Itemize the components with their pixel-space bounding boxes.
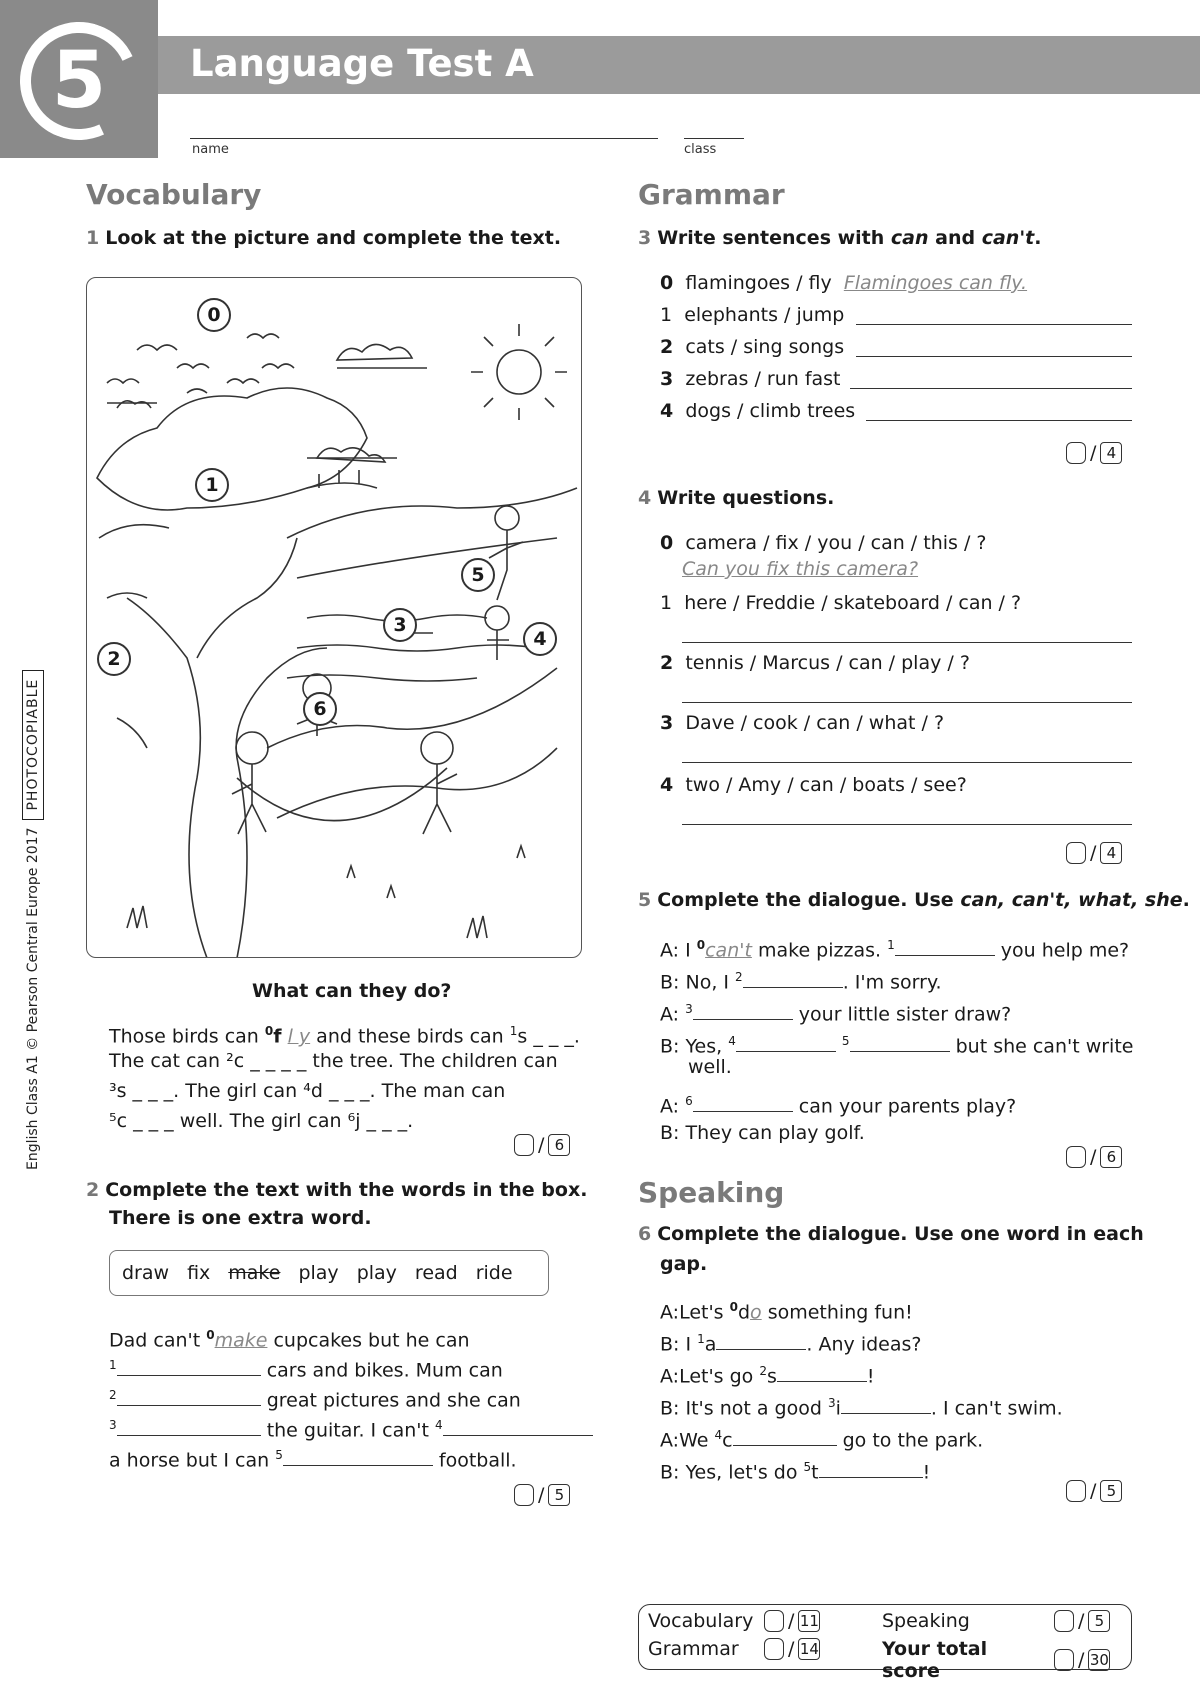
name-label: name — [192, 142, 229, 157]
task6-gap-5[interactable] — [819, 1458, 923, 1478]
task5-line-4: B: Yes, $^4$ $^5$ but she can't write — [660, 1034, 1134, 1058]
grammar-total: Grammar / 14 — [648, 1638, 819, 1660]
task1-gap-1[interactable]: s _ _ _. — [517, 1025, 580, 1048]
task3-answer-4[interactable] — [866, 420, 1132, 421]
park-illustration — [87, 278, 582, 958]
task4-item-2: 2 tennis / Marcus / can / play / ? — [660, 652, 970, 674]
task3-item-4: 4 dogs / climb trees — [660, 400, 856, 422]
task5-gap-1[interactable] — [895, 936, 995, 956]
class-label: class — [684, 142, 717, 157]
name-field[interactable] — [190, 138, 658, 139]
task4-answer-4[interactable] — [682, 824, 1132, 825]
task5-score: / 6 — [1066, 1146, 1122, 1168]
task3-answer-2[interactable] — [856, 356, 1132, 357]
picture-marker-2: 2 — [97, 642, 131, 676]
task4-answer-1[interactable] — [682, 642, 1132, 643]
vocabulary-total: Vocabulary / 11 — [648, 1610, 819, 1632]
score-input[interactable] — [764, 1638, 784, 1660]
task4-item-1: 1 here / Freddie / skateboard / can / ? — [660, 592, 1022, 614]
task5-line-2: B: No, I $^2$ . I'm sorry. — [660, 970, 942, 994]
task6-instruction: 6 Complete the dialogue. Use one word in each — [638, 1223, 1144, 1245]
score-input[interactable] — [1066, 842, 1086, 864]
task3-score: / 4 — [1066, 442, 1122, 464]
word-ride: ride — [475, 1262, 513, 1284]
picture-marker-0: 0 — [197, 298, 231, 332]
score-input[interactable] — [1054, 1610, 1074, 1632]
grammar-heading: Grammar — [638, 178, 785, 211]
copyright-text: English Class A1 © Pearson Central Europe 2017 — [25, 827, 41, 1170]
task6-line-6: B: Yes, let's do $^5$t ! — [660, 1460, 931, 1484]
task3-answer-3[interactable] — [850, 388, 1132, 389]
task6-line-1: A:Let's $^0$do something fun! — [660, 1300, 913, 1324]
score-input[interactable] — [514, 1134, 534, 1156]
picture-marker-1: 1 — [195, 468, 229, 502]
score-input[interactable] — [1066, 1480, 1086, 1502]
speaking-heading: Speaking — [638, 1176, 785, 1209]
task1-line-3: ³s _ _ _. The girl can ⁴d _ _ _. The man can — [109, 1080, 506, 1102]
task3-item-2: 2 cats / sing songs — [660, 336, 845, 358]
unit-number: 5 — [51, 36, 107, 126]
task5-gap-4[interactable] — [736, 1032, 836, 1052]
task4-item-0: 0 camera / fix / you / can / this / ? — [660, 532, 987, 554]
speaking-total: Speaking / 5 — [882, 1610, 1110, 1632]
task6-line-2: B: I $^1$a . Any ideas? — [660, 1332, 922, 1356]
word-box — [109, 1250, 549, 1296]
task6-line-5: A:We $^4$c go to the park. — [660, 1428, 984, 1452]
score-input[interactable] — [764, 1610, 784, 1632]
task1-line-4: ⁵c _ _ _ well. The girl can ⁶j _ _ _. — [109, 1110, 414, 1132]
task2-line-2: $^1$ cars and bikes. Mum can — [109, 1358, 503, 1382]
word-read: read — [414, 1262, 458, 1284]
task1-line-1: Those birds can $^0$f l y and these birds can $^1$s _ _ _. — [109, 1024, 580, 1048]
task3-instruction: 3 Write sentences with can and can't. — [638, 227, 1042, 249]
task4-answer-3[interactable] — [682, 762, 1132, 763]
park-picture — [86, 277, 582, 958]
task5-line-3: A: $^3$ your little sister draw? — [660, 1002, 1012, 1026]
task4-instruction: 4 Write questions. — [638, 487, 835, 509]
task6-gap-3[interactable] — [841, 1394, 931, 1414]
task5-line-7: B: They can play golf. — [660, 1122, 865, 1144]
picture-marker-5: 5 — [461, 558, 495, 592]
score-input[interactable] — [1054, 1649, 1074, 1671]
task4-example-answer: Can you fix this camera? — [682, 558, 919, 580]
task3-item-3: 3 zebras / run fast — [660, 368, 841, 390]
task1-score: / 6 — [514, 1134, 570, 1156]
task4-item-3: 3 Dave / cook / can / what / ? — [660, 712, 945, 734]
task2-gap-5[interactable] — [283, 1446, 433, 1466]
word-draw: draw — [122, 1262, 170, 1284]
task6-gap-1[interactable] — [716, 1330, 806, 1350]
task3-item-0: 0 flamingoes / fly Flamingoes can fly. — [660, 272, 1028, 294]
picture-marker-6: 6 — [303, 692, 337, 726]
task2-line-3: $^2$ great pictures and she can — [109, 1388, 521, 1412]
task1-line-2: The cat can ²c _ _ _ _ the tree. The children can — [109, 1050, 558, 1072]
task2-gap-1[interactable] — [117, 1356, 261, 1376]
task6-instruction-2: gap. — [660, 1253, 708, 1275]
task6-gap-4[interactable] — [733, 1426, 837, 1446]
picture-marker-3: 3 — [383, 608, 417, 642]
picture-marker-4: 4 — [523, 622, 557, 656]
task5-line-1: A: I $^0$can't make pizzas. $^1$ you help me? — [660, 938, 1130, 962]
task6-score: / 5 — [1066, 1480, 1122, 1502]
word-make: make — [228, 1262, 281, 1284]
task3-item-1: 1 elephants / jump — [660, 304, 845, 326]
task1-instruction: 1 Look at the picture and complete the text. — [86, 227, 562, 249]
score-input[interactable] — [514, 1484, 534, 1506]
task6-gap-2[interactable] — [777, 1362, 867, 1382]
task5-gap-3[interactable] — [693, 1000, 793, 1020]
task2-gap-2[interactable] — [117, 1386, 261, 1406]
grand-total: Your total score / 30 — [882, 1638, 1109, 1682]
task5-line-5: well. — [688, 1056, 732, 1078]
task5-gap-6[interactable] — [693, 1092, 793, 1112]
task2-line-4: $^3$ the guitar. I can't $^4$ — [109, 1410, 593, 1445]
task5-line-6: A: $^6$ can your parents play? — [660, 1094, 1017, 1118]
task2-instruction: 2 Complete the text with the words in the box. — [86, 1179, 588, 1201]
side-copyright — [22, 670, 44, 1170]
photocopiable-badge: PHOTOCOPIABLE — [22, 670, 44, 820]
task4-answer-2[interactable] — [682, 702, 1132, 703]
class-field[interactable] — [684, 138, 744, 139]
task1-example-answer: l y — [287, 1025, 311, 1048]
task3-answer-1[interactable] — [856, 324, 1132, 325]
score-input[interactable] — [1066, 442, 1086, 464]
task2-gap-4[interactable] — [443, 1416, 593, 1436]
task5-gap-2[interactable] — [743, 968, 843, 988]
task6-line-4: B: It's not a good $^3$i . I can't swim. — [660, 1396, 1063, 1420]
word-play: play — [298, 1262, 339, 1284]
score-input[interactable] — [1066, 1146, 1086, 1168]
task2-gap-3[interactable] — [117, 1416, 261, 1436]
page-title: Language Test A — [190, 42, 534, 85]
task4-item-4: 4 two / Amy / can / boats / see? — [660, 774, 967, 796]
task5-gap-5[interactable] — [850, 1032, 950, 1052]
task5-instruction: 5 Complete the dialogue. Use can, can't, what, she. — [638, 889, 1190, 911]
word-fix: fix — [187, 1262, 211, 1284]
task6-line-3: A:Let's go $^2$s ! — [660, 1364, 875, 1388]
vocabulary-heading: Vocabulary — [86, 178, 262, 211]
task2-score: / 5 — [514, 1484, 570, 1506]
task4-score: / 4 — [1066, 842, 1122, 864]
task2-instruction-2: There is one extra word. — [109, 1207, 372, 1229]
task2-line-5: a horse but I can $^5$ football. — [109, 1448, 517, 1472]
task1-question: What can they do? — [252, 980, 452, 1002]
task2-line-1: Dad can't $^0$make cupcakes but he can — [109, 1328, 470, 1352]
word-play-2: play — [356, 1262, 397, 1284]
